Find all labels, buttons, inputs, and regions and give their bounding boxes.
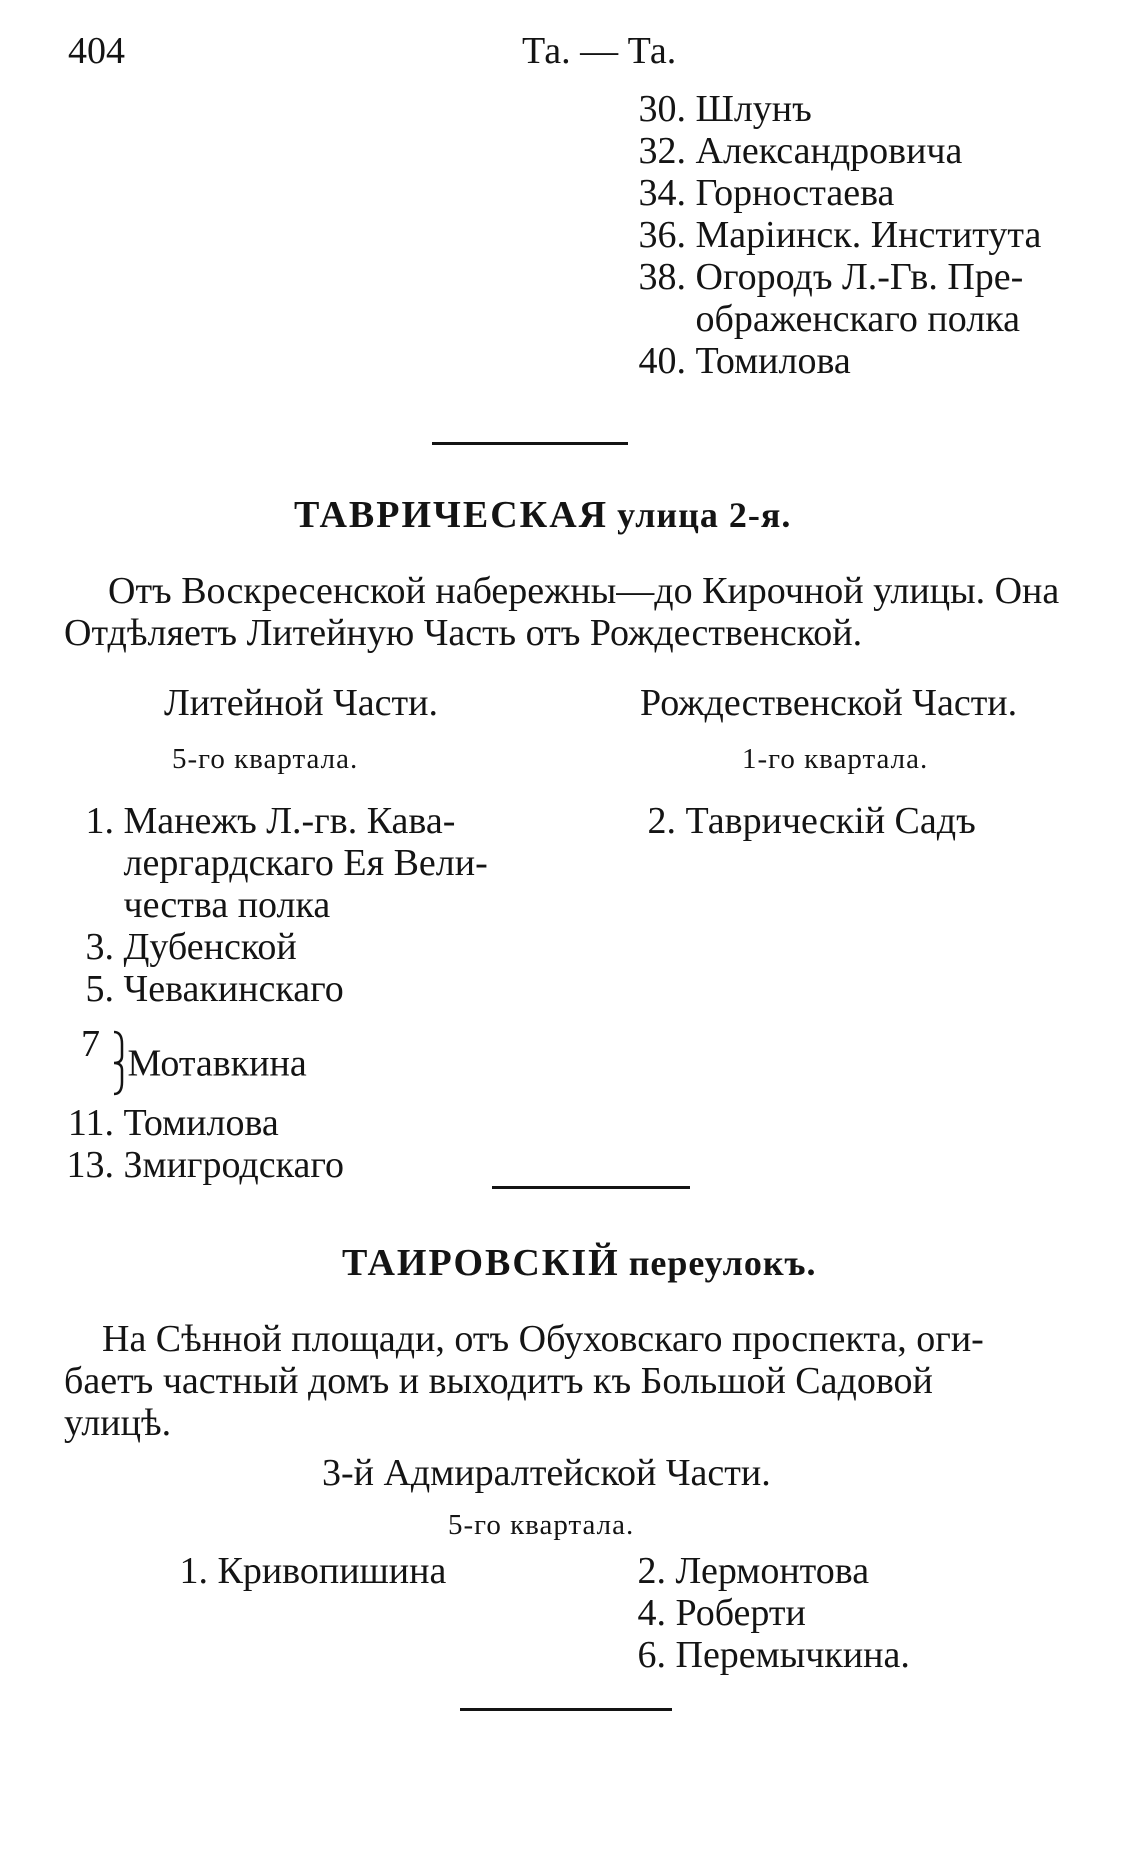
house-number: 2. bbox=[647, 800, 676, 842]
house-owner: Дубенской bbox=[123, 926, 297, 968]
list-item bbox=[60, 800, 455, 842]
district-right: Рождественской Части. bbox=[640, 682, 1018, 724]
house-owner: Горностаева bbox=[695, 172, 895, 214]
house-owner: Чевакинскаго bbox=[123, 968, 344, 1010]
quarter-right: 1-го квартала. bbox=[742, 743, 929, 775]
section-heading bbox=[294, 494, 791, 536]
house-number: 6. bbox=[637, 1634, 666, 1676]
house-owner: чества полка bbox=[123, 884, 331, 926]
section-description-line: Отдѣляетъ Литейную Часть отъ Рождественской. bbox=[64, 612, 863, 654]
street-name: ТАВРИЧЕСКАЯ bbox=[294, 494, 609, 536]
list-item bbox=[60, 1144, 344, 1186]
list-item bbox=[630, 1634, 910, 1676]
street-name: ТАИРОВСКІЙ bbox=[342, 1242, 620, 1284]
district-left: Литейной Части. bbox=[164, 682, 438, 724]
list-item-continuation bbox=[60, 884, 330, 926]
house-number: 40. bbox=[638, 340, 686, 382]
house-number: 7 bbox=[81, 1022, 100, 1065]
house-number: 1. bbox=[85, 800, 114, 842]
quarter-left: 5-го квартала. bbox=[172, 743, 359, 775]
list-item bbox=[60, 968, 344, 1010]
house-owner: лергардскаго Ея Вели- bbox=[123, 842, 488, 884]
house-number: 11. bbox=[67, 1102, 114, 1144]
list-item bbox=[630, 1592, 806, 1634]
quarter: 5-го квартала. bbox=[448, 1509, 635, 1541]
house-number: 34. bbox=[638, 172, 686, 214]
list-item bbox=[60, 1102, 279, 1144]
section-description-line: На Сѣнной площади, отъ Обуховскаго проспекта, оги- bbox=[102, 1318, 984, 1360]
district: 3-й Адмиралтейской Части. bbox=[322, 1452, 771, 1494]
house-owner: Мотавкина bbox=[127, 1042, 307, 1085]
list-item bbox=[630, 1550, 869, 1592]
house-number: 13. bbox=[66, 1144, 114, 1186]
house-number: 5. bbox=[85, 968, 114, 1010]
house-number: 3. bbox=[85, 926, 114, 968]
house-number: 32. bbox=[638, 130, 686, 172]
street-type: улица 2-я. bbox=[617, 495, 792, 535]
running-title: Та. — Та. bbox=[522, 30, 677, 72]
house-number: 2. bbox=[637, 1550, 666, 1592]
list-item bbox=[172, 1550, 446, 1592]
list-item bbox=[622, 256, 1023, 298]
house-owner: Таврическій Садъ bbox=[685, 800, 976, 842]
house-number: 30. bbox=[638, 88, 686, 130]
house-owner: Змигродскаго bbox=[123, 1144, 345, 1186]
house-owner: Кривопишина bbox=[217, 1550, 447, 1592]
house-owner: Маріинск. Института bbox=[695, 214, 1042, 256]
house-number: 4. bbox=[637, 1592, 666, 1634]
house-owner: Перемычкина. bbox=[675, 1634, 910, 1676]
list-item bbox=[622, 214, 1041, 256]
list-item bbox=[622, 172, 894, 214]
house-owner: Томилова bbox=[695, 340, 851, 382]
house-owner: Томилова bbox=[123, 1102, 279, 1144]
brace-icon bbox=[112, 1030, 126, 1096]
house-number: 1. bbox=[179, 1550, 208, 1592]
house-owner: Манежъ Л.-гв. Кава- bbox=[123, 800, 456, 842]
house-owner: Шлунъ bbox=[695, 88, 812, 130]
street-type: переулокъ. bbox=[628, 1243, 817, 1283]
house-number: 36. bbox=[638, 214, 686, 256]
house-number: 38. bbox=[638, 256, 686, 298]
section-description-line: улицѣ. bbox=[64, 1402, 172, 1444]
section-divider bbox=[492, 1186, 690, 1189]
list-item bbox=[622, 130, 962, 172]
list-item bbox=[60, 926, 297, 968]
house-owner: ображенскаго полка bbox=[695, 298, 1020, 340]
house-owner: Огородъ Л.-Гв. Пре- bbox=[695, 256, 1024, 298]
house-owner: Роберти bbox=[675, 1592, 806, 1634]
page-number: 404 bbox=[68, 30, 125, 72]
list-item-continuation bbox=[622, 298, 1020, 340]
list-item bbox=[622, 88, 812, 130]
list-item bbox=[622, 340, 851, 382]
house-owner: Лермонтова bbox=[675, 1550, 870, 1592]
section-divider bbox=[460, 1708, 672, 1711]
section-heading bbox=[342, 1242, 817, 1284]
section-description-line: баетъ частный домъ и выходитъ къ Большой Садовой bbox=[64, 1360, 933, 1402]
list-item-continuation bbox=[60, 842, 488, 884]
house-owner: Александровича bbox=[695, 130, 963, 172]
section-description-line: Отъ Воскресенской набережны—до Кирочной улицы. Она bbox=[108, 570, 1060, 612]
list-item bbox=[60, 1022, 307, 1100]
section-divider bbox=[432, 442, 628, 445]
list-item bbox=[640, 800, 976, 842]
